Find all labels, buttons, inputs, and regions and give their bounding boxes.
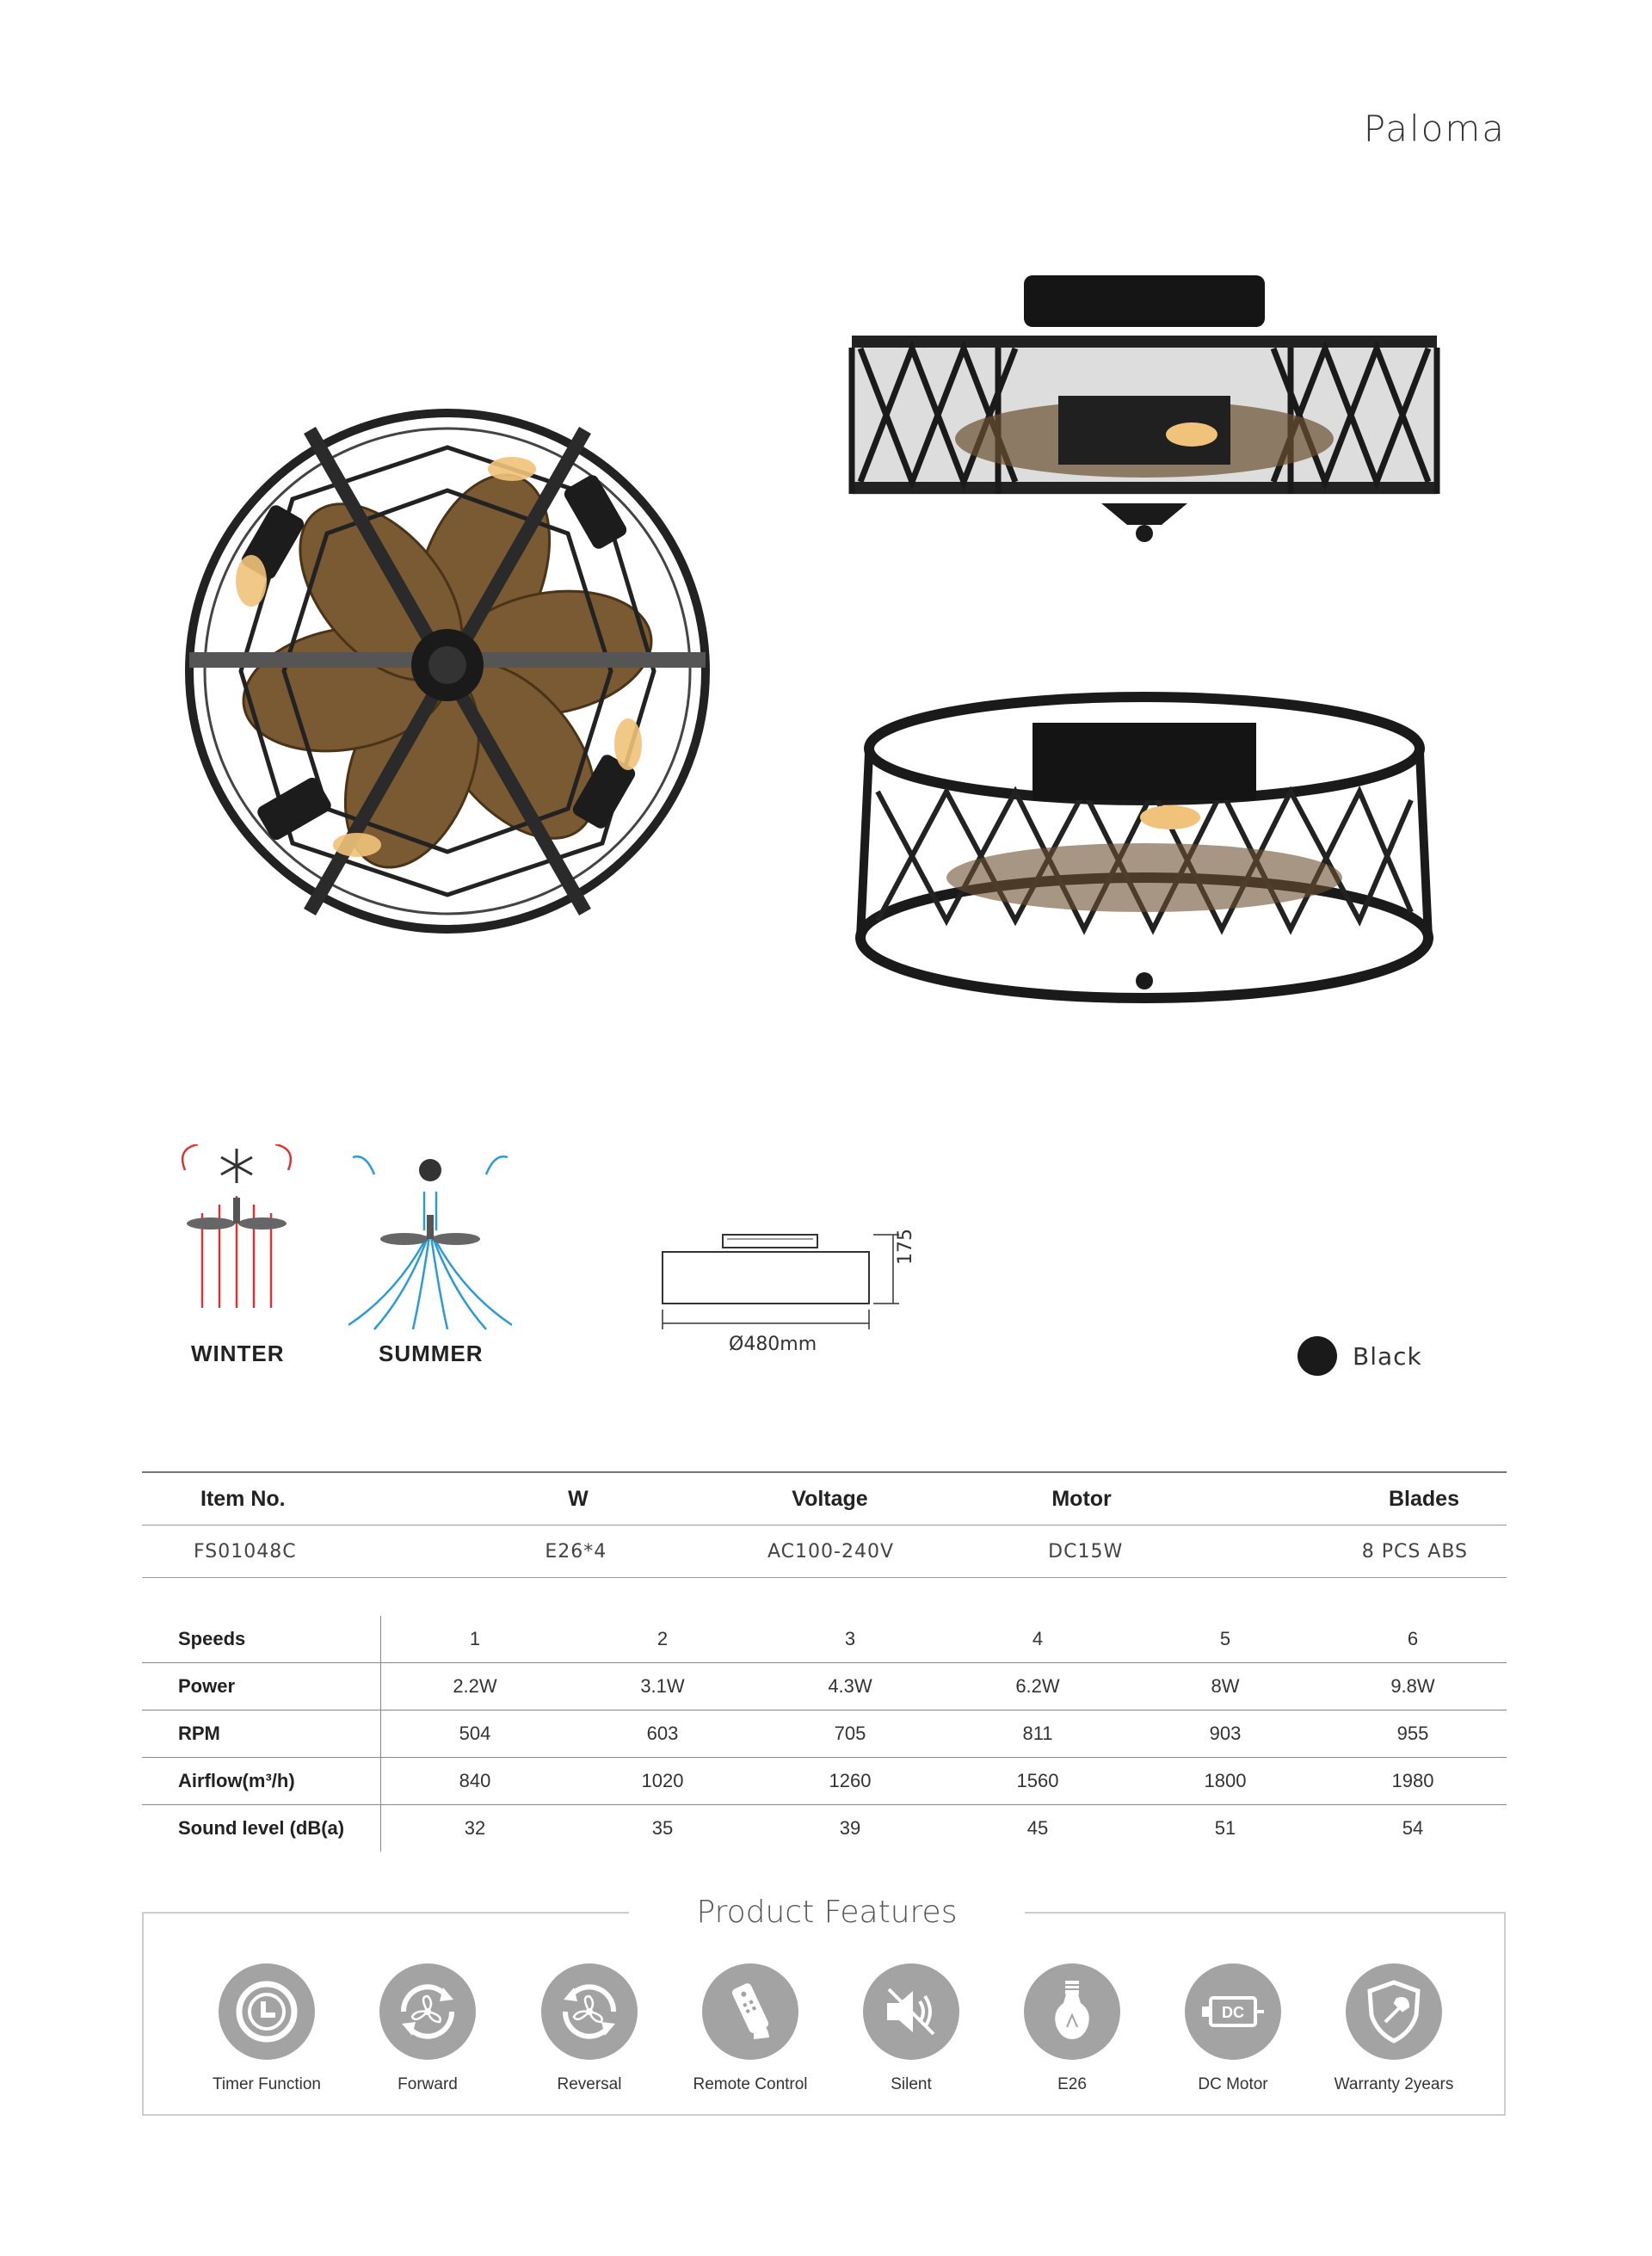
table-cell: 39: [839, 1817, 861, 1839]
dc-motor-icon: [1185, 1963, 1281, 2060]
table-cell: 840: [459, 1770, 491, 1791]
feature-remote: [669, 1963, 832, 2094]
table-cell: 1: [469, 1628, 481, 1649]
feature-label: DC Motor: [1198, 2075, 1268, 2093]
table-cell: 1980: [1391, 1770, 1434, 1791]
table-cell: 603: [646, 1723, 679, 1744]
table-cell: 45: [1026, 1817, 1049, 1839]
table-cell: 2: [656, 1628, 669, 1649]
spec-w: E26*4: [545, 1540, 607, 1563]
fan-side-view-image: [843, 267, 1446, 559]
feature-warranty: [1312, 1963, 1476, 2094]
table-cell: 504: [459, 1723, 491, 1744]
table-cell: 3.1W: [640, 1675, 685, 1697]
product-title: Paloma: [1363, 108, 1506, 150]
feature-label: Remote Control: [693, 2075, 808, 2093]
spec-motor: DC15W: [1048, 1540, 1124, 1563]
winter-label: WINTER: [191, 1341, 285, 1366]
winter-airflow-icon: [168, 1144, 305, 1316]
summer-label: SUMMER: [379, 1341, 484, 1366]
table-cell: 1800: [1204, 1770, 1247, 1791]
feature-silent: [829, 1963, 993, 2094]
timer-icon: [219, 1963, 315, 2060]
spec-header-blades: Blades: [1388, 1486, 1459, 1511]
table-row: [142, 1663, 1507, 1710]
forward-fan-icon: [379, 1963, 476, 2060]
table-cell: 6: [1407, 1628, 1419, 1649]
table-cell: 8W: [1211, 1675, 1240, 1697]
row-label: Speeds: [142, 1616, 381, 1662]
reversal-fan-icon: [541, 1963, 638, 2060]
warranty-shield-icon: [1346, 1963, 1442, 2060]
table-cell: 955: [1396, 1723, 1429, 1744]
spec-header-voltage: Voltage: [792, 1486, 868, 1511]
table-cell: 811: [1022, 1723, 1053, 1744]
feature-label: Reversal: [557, 2075, 622, 2093]
silent-icon: [863, 1963, 959, 2060]
table-cell: 51: [1214, 1817, 1236, 1839]
table-cell: 1020: [641, 1770, 684, 1791]
table-cell: 705: [834, 1723, 866, 1744]
table-cell: 4: [1032, 1628, 1044, 1649]
table-cell: 3: [844, 1628, 856, 1649]
height-label: 175: [895, 1229, 916, 1265]
row-label: Airflow(m³/h): [142, 1758, 381, 1804]
row-label: RPM: [142, 1710, 381, 1757]
feature-e26: [990, 1963, 1154, 2094]
spec-header-row: [142, 1473, 1507, 1526]
fan-bottom-view-image: [172, 396, 723, 946]
features-title: Product Features: [629, 1895, 1025, 1930]
color-swatch: [1298, 1336, 1337, 1376]
row-label: Power: [142, 1663, 381, 1710]
feature-label: Timer Function: [213, 2075, 321, 2093]
spec-voltage: AC100-240V: [767, 1540, 894, 1563]
table-row: [142, 1710, 1507, 1758]
spec-header-w: W: [568, 1486, 589, 1511]
row-label: Sound level (dB(a): [142, 1805, 381, 1852]
feature-label: Warranty 2years: [1334, 2075, 1454, 2093]
bulb-icon: [1024, 1963, 1120, 2060]
table-row: [142, 1758, 1507, 1805]
dc-badge-text: DC: [1222, 2004, 1244, 2021]
feature-label: E26: [1057, 2075, 1087, 2093]
table-cell: 903: [1209, 1723, 1242, 1744]
table-cell: 35: [651, 1817, 674, 1839]
spec-header-item-no: Item No.: [200, 1486, 286, 1511]
dimension-drawing: [645, 1213, 929, 1342]
table-cell: 6.2W: [1015, 1675, 1060, 1697]
color-name: Black: [1353, 1342, 1422, 1371]
spec-item-no: FS01048C: [194, 1540, 297, 1563]
feature-reversal: [508, 1963, 671, 2094]
table-row: [142, 1616, 1507, 1663]
table-cell: 2.2W: [453, 1675, 497, 1697]
table-row: [142, 1805, 1507, 1852]
table-cell: 54: [1402, 1817, 1424, 1839]
remote-control-icon: [702, 1963, 798, 2060]
table-cell: 32: [464, 1817, 486, 1839]
summer-airflow-icon: [348, 1144, 512, 1334]
spec-value-row: [142, 1526, 1507, 1578]
diameter-label: Ø480mm: [729, 1334, 817, 1355]
spec-blades: 8 PCS ABS: [1361, 1540, 1469, 1563]
feature-label: Forward: [398, 2075, 458, 2093]
table-cell: 9.8W: [1390, 1675, 1435, 1697]
feature-dc-motor: [1151, 1963, 1315, 2094]
table-cell: 4.3W: [828, 1675, 872, 1697]
feature-label: Silent: [891, 2075, 932, 2093]
feature-forward: [346, 1963, 509, 2094]
fan-perspective-view-image: [843, 688, 1446, 1007]
spec-header-motor: Motor: [1051, 1486, 1112, 1511]
spec-table: [142, 1471, 1507, 1578]
table-cell: 1260: [829, 1770, 872, 1791]
feature-timer: [185, 1963, 348, 2094]
table-cell: 5: [1219, 1628, 1231, 1649]
table-cell: 1560: [1016, 1770, 1059, 1791]
speed-table: [142, 1616, 1507, 1852]
